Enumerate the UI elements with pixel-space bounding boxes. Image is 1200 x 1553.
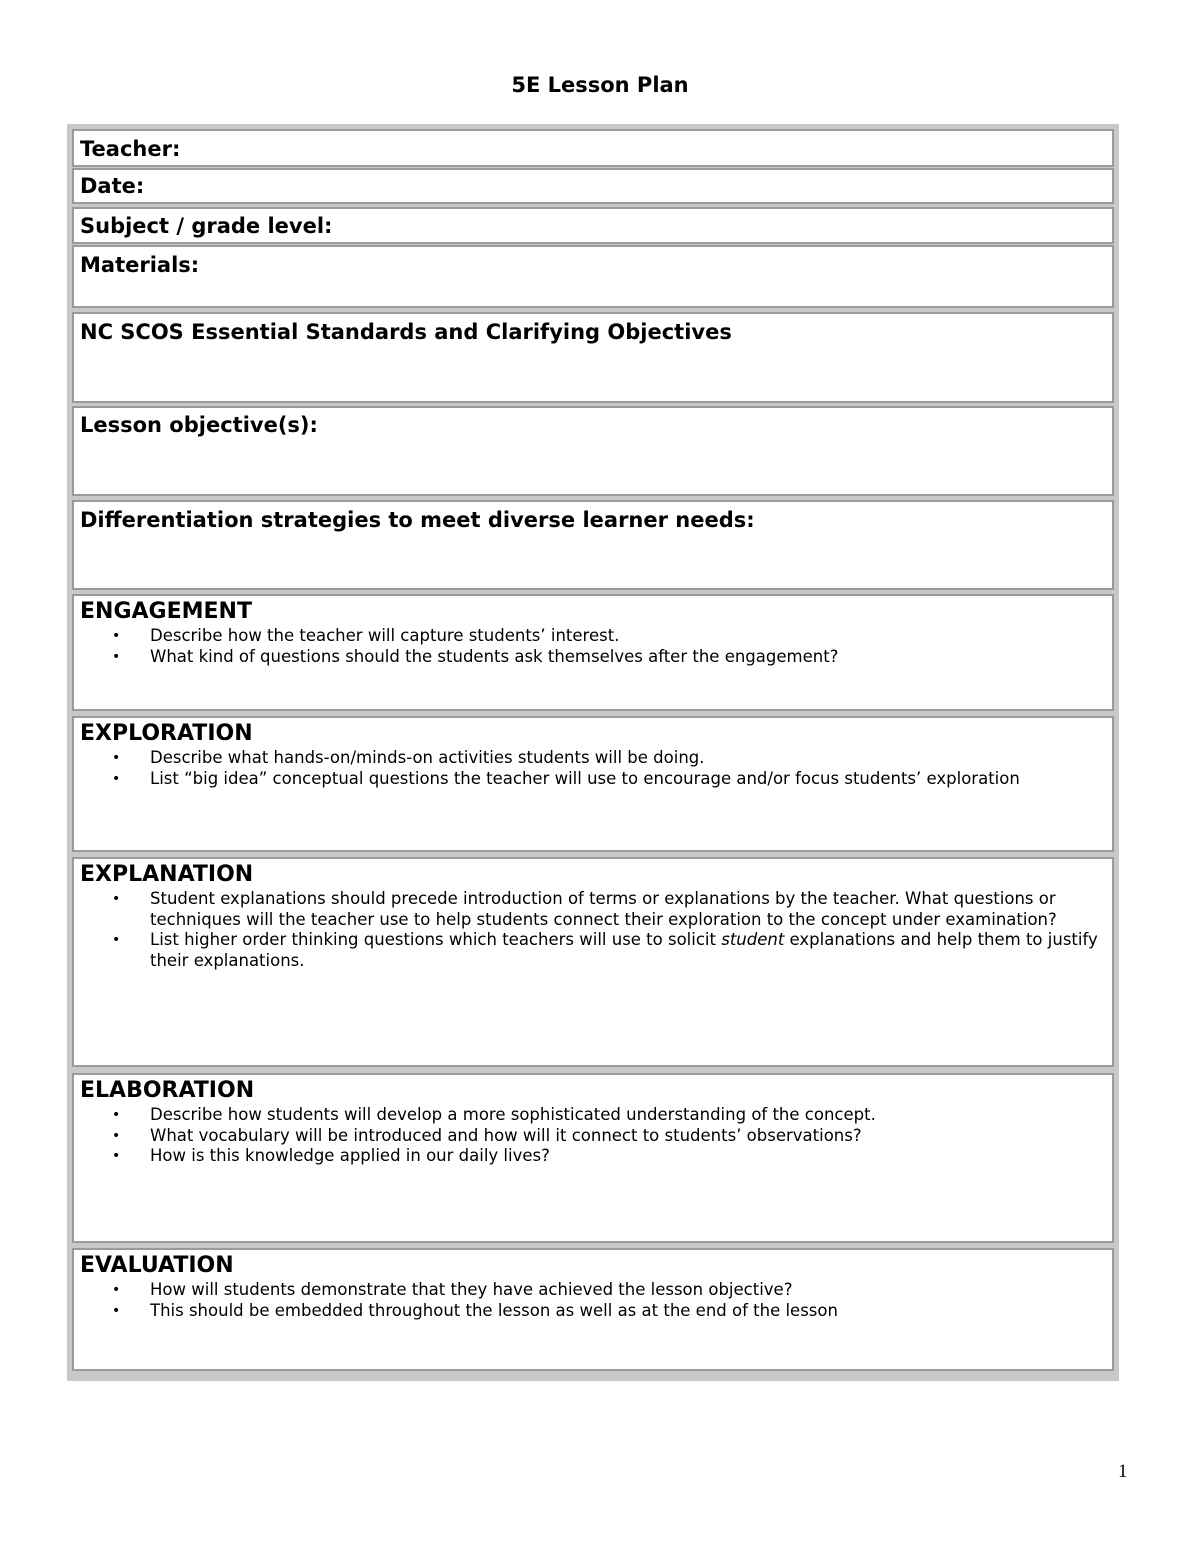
materials-row	[72, 245, 1114, 308]
evaluation-bullet: • How will students demonstrate that they have achieved the lesson objective?	[74, 1280, 1104, 1301]
elaboration-heading: ELABORATION	[80, 1078, 255, 1103]
date-row	[72, 168, 1114, 204]
emphasized-word: student	[721, 930, 785, 949]
elaboration-bullet: • How is this knowledge applied in our daily lives?	[74, 1146, 1104, 1167]
explanation-heading: EXPLANATION	[80, 862, 254, 887]
page-number: 1	[1118, 1461, 1128, 1482]
evaluation-section	[72, 1248, 1114, 1371]
teacher-row	[72, 129, 1114, 167]
lesson-plan-table	[67, 124, 1119, 1381]
engagement-section	[72, 594, 1114, 711]
elaboration-bullet: • Describe how students will develop a more sophisticated understanding of the concept.	[74, 1105, 1104, 1126]
explanation-bullet-text: List higher order thinking questions which teachers will use to solicit	[150, 930, 722, 949]
exploration-bullet: • List “big idea” conceptual questions the teacher will use to encourage and/or focus students’ exploration	[74, 769, 1104, 790]
explanation-bullet: • Student explanations should precede introduction of terms or explanations by the teacher. What questions or techniques will the teacher use to help students connect their exploration to the concept under examination?	[74, 889, 1104, 930]
elaboration-bullet-list	[74, 1105, 1104, 1167]
explanation-bullet	[74, 930, 1104, 971]
explanation-section	[72, 857, 1114, 1067]
standards-label: NC SCOS Essential Standards and Clarifying Objectives	[80, 320, 732, 344]
explanation-bullet-list	[74, 889, 1104, 971]
standards-row	[72, 312, 1114, 403]
objectives-row	[72, 406, 1114, 496]
teacher-label: Teacher:	[80, 137, 181, 161]
engagement-bullet: • Describe how the teacher will capture students’ interest.	[74, 626, 1104, 647]
differentiation-row	[72, 500, 1114, 590]
engagement-heading: ENGAGEMENT	[80, 599, 252, 624]
evaluation-bullet-list	[74, 1280, 1104, 1321]
engagement-bullet: • What kind of questions should the students ask themselves after the engagement?	[74, 647, 1104, 668]
elaboration-bullet: • What vocabulary will be introduced and how will it connect to students’ observations?	[74, 1126, 1104, 1147]
evaluation-heading: EVALUATION	[80, 1253, 234, 1278]
exploration-section	[72, 716, 1114, 852]
exploration-heading: EXPLORATION	[80, 721, 253, 746]
subject-grade-label: Subject / grade level:	[80, 214, 333, 238]
evaluation-bullet: • This should be embedded throughout the lesson as well as at the end of the lesson	[74, 1301, 1104, 1322]
exploration-bullet: • Describe what hands-on/minds-on activities students will be doing.	[74, 748, 1104, 769]
page-title: 5E Lesson Plan	[511, 73, 689, 97]
exploration-bullet-list	[74, 748, 1104, 789]
elaboration-section	[72, 1073, 1114, 1243]
subject-row	[72, 207, 1114, 244]
explanation-bullet-text: explanations and help them to justify their explanations.	[150, 930, 1098, 970]
lesson-objectives-label: Lesson objective(s):	[80, 413, 318, 437]
differentiation-label: Differentiation strategies to meet diverse learner needs:	[80, 508, 755, 532]
engagement-bullet-list	[74, 626, 1104, 667]
materials-label: Materials:	[80, 253, 200, 277]
date-label: Date:	[80, 174, 145, 198]
